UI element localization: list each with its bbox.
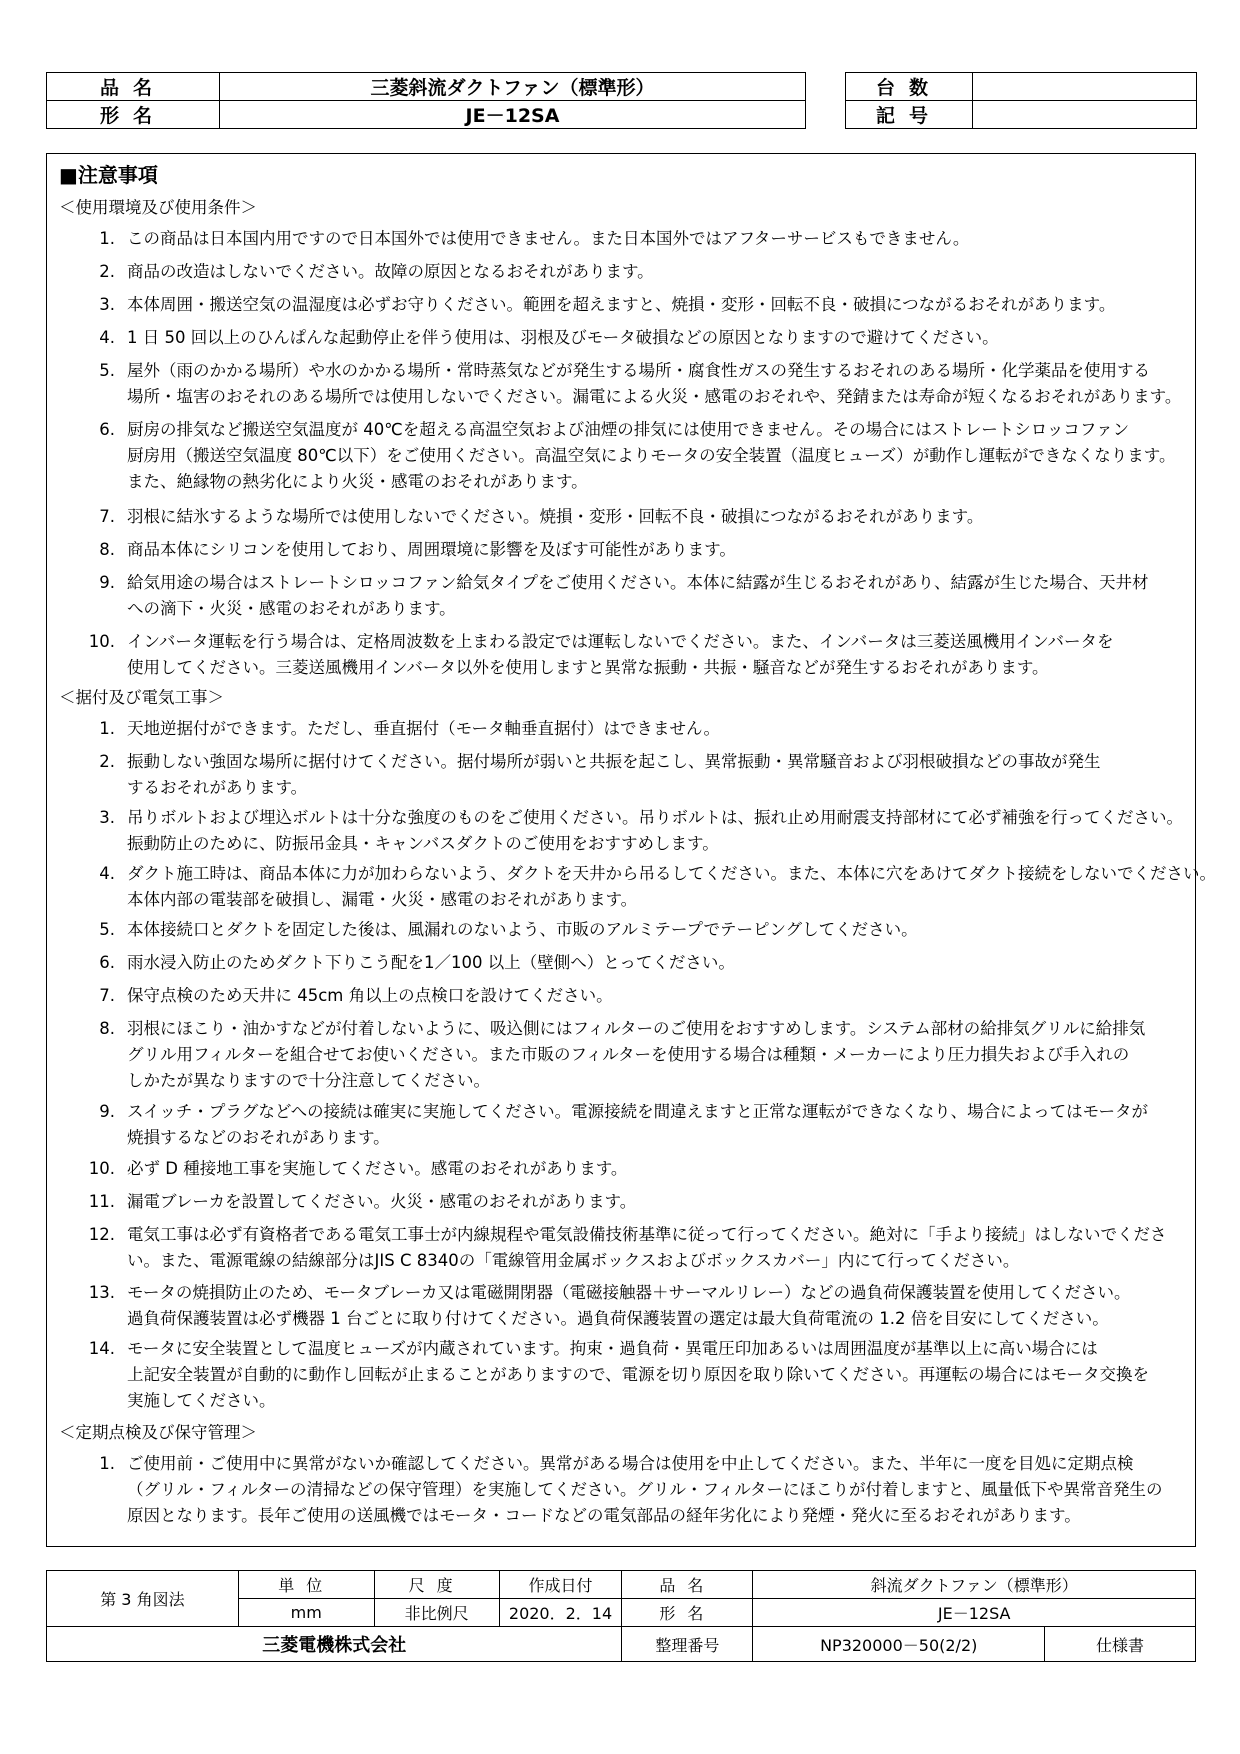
scale-label: 尺度 bbox=[374, 1571, 499, 1599]
footer-model-value: JE－12SA bbox=[753, 1599, 1196, 1627]
item-text: 必ず D 種接地工事を実施してください。感電のおそれがあります。 bbox=[127, 1159, 628, 1178]
item-number: 12. bbox=[88, 1225, 115, 1244]
item-text: 羽根にほこり・油かすなどが付着しないように、吸込側にはフィルターのご使用をおすすめします。システム部材の給排気グリルに給排気 グリル用フィルターを組合せてお使いください。また市販のフィルターを使用する場合は種類・メーカーにより圧力損失および手入れの しかたが異なりますので十分注意してください。 bbox=[127, 1019, 1146, 1090]
item-number: 1. bbox=[99, 1454, 115, 1473]
item-number: 10. bbox=[88, 1159, 115, 1178]
company-name: 三菱電機株式会社 bbox=[47, 1627, 622, 1662]
item-text: スイッチ・プラグなどへの接続は確実に実施してください。電源接続を間違えますと正常な運転ができなくなり、場合によってはモータが 焼損するなどのおそれがあります。 bbox=[127, 1102, 1149, 1147]
item-text: 電気工事は必ず有資格者である電気工事士が内線規程や電気設備技術基準に従って行ってください。絶対に「手より接続」はしないでくださ い。また、電源電線の結線部分はJIS C 8340の「電線管用金属ボックスおよびボックスカバー」内にて行ってください。 bbox=[127, 1225, 1167, 1270]
header-product-table bbox=[46, 72, 806, 129]
title-block-table bbox=[46, 1570, 1196, 1662]
item-text: この商品は日本国内用ですので日本国外では使用できません。また日本国外ではアフターサービスもできません。 bbox=[127, 229, 970, 248]
item-number: 10. bbox=[88, 632, 115, 651]
item-number: 4. bbox=[99, 864, 115, 883]
item-number: 3. bbox=[99, 808, 115, 827]
section-heading-usage: ＜使用環境及び使用条件＞ bbox=[59, 198, 257, 217]
item-number: 7. bbox=[99, 507, 115, 526]
item-text: 給気用途の場合はストレートシロッコファン給気タイプをご使用ください。本体に結露が生じるおそれがあり、結露が生じた場合、天井材 への滴下・火災・感電のおそれがあります。 bbox=[127, 573, 1149, 618]
item-text: 本体周囲・搬送空気の温湿度は必ずお守りください。範囲を超えますと、焼損・変形・回転不良・破損につながるおそれがあります。 bbox=[127, 295, 1116, 314]
product-name-value: 三菱斜流ダクトファン（標準形） bbox=[220, 73, 806, 101]
item-text: 商品の改造はしないでください。故障の原因となるおそれがあります。 bbox=[127, 262, 654, 281]
scale-value: 非比例尺 bbox=[374, 1599, 499, 1627]
item-number: 5. bbox=[99, 920, 115, 939]
item-number: 5. bbox=[99, 361, 115, 380]
item-number: 1. bbox=[99, 719, 115, 738]
item-text: インバータ運転を行う場合は、定格周波数を上まわる設定では運転しないでください。また、インバータは三菱送風機用インバータを 使用してください。三菱送風機用インバータ以外を使用しますと異常な振動・共振・騒音などが発生するおそれがあります。 bbox=[127, 632, 1114, 677]
item-text: 雨水浸入防止のためダクト下りこう配を1／100 以上（壁側へ）とってください。 bbox=[127, 953, 735, 972]
projection-method: 第 3 角図法 bbox=[47, 1571, 239, 1627]
unit-label: 単位 bbox=[238, 1571, 374, 1599]
reference-number: NP320000－50(2/2) bbox=[753, 1627, 1045, 1662]
item-text: 1 日 50 回以上のひんぱんな起動停止を伴う使用は、羽根及びモータ破損などの原因となりますので避けてください。 bbox=[127, 328, 999, 347]
reference-label: 整理番号 bbox=[622, 1627, 753, 1662]
item-text: 羽根に結氷するような場所では使用しないでください。焼損・変形・回転不良・破損につながるおそれがあります。 bbox=[127, 507, 984, 526]
item-number: 8. bbox=[99, 540, 115, 559]
item-text: 商品本体にシリコンを使用しており、周囲環境に影響を及ぼす可能性があります。 bbox=[127, 540, 736, 559]
item-number: 7. bbox=[99, 986, 115, 1005]
item-text: モータの焼損防止のため、モータブレーカ又は電磁開閉器（電磁接触器＋サーマルリレー）などの過負荷保護装置を使用してください。 過負荷保護装置は必ず機器 1 台ごとに取り付けてください。過負荷保護装置の選定は最大負荷電流の 1.2 倍を目安にしてください。 bbox=[127, 1283, 1131, 1328]
item-text: 本体接続口とダクトを固定した後は、風漏れのないよう、市販のアルミテープでテーピングしてください。 bbox=[127, 920, 918, 939]
item-text: 屋外（雨のかかる場所）や水のかかる場所・常時蒸気などが発生する場所・腐食性ガスの発生するおそれのある場所・化学薬品を使用する 場所・塩害のおそれのある場所では使用しないでください。漏電による火災・感電のおそれや、発錆または寿命が短くなるおそれがあります。 bbox=[127, 361, 1182, 406]
item-number: 2. bbox=[99, 752, 115, 771]
footer-model-label: 形名 bbox=[622, 1599, 753, 1627]
header-quantity-table bbox=[845, 72, 1197, 129]
date-label: 作成日付 bbox=[499, 1571, 622, 1599]
item-number: 11. bbox=[88, 1192, 115, 1211]
item-text: モータに安全装置として温度ヒューズが内蔵されています。拘束・過負荷・異電圧印加あるいは周囲温度が基準以上に高い場合には 上記安全装置が自動的に動作し回転が止まることがありますので、電源を切り原因を取り除いてください。再運転の場合にはモータ交換を 実施してください。 bbox=[127, 1339, 1150, 1410]
item-text: ご使用前・ご使用中に異常がないか確認してください。異常がある場合は使用を中止してください。また、半年に一度を目処に定期点検 （グリル・フィルターの清掃などの保守管理）を実施してください。グリル・フィルターにほこりが付着しますと、風量低下や異常音発生の 原因となります。長年ご使用の送風機ではモータ・コードなどの電気部品の経年劣化により発煙・発火に至るおそれがあります。 bbox=[127, 1454, 1163, 1525]
item-text: 天地逆据付ができます。ただし、垂直据付（モータ軸垂直据付）はできません。 bbox=[127, 719, 721, 738]
notes-title: ■注意事項 bbox=[59, 163, 158, 187]
quantity-label: 台数 bbox=[846, 73, 973, 101]
footer-product-value: 斜流ダクトファン（標準形） bbox=[753, 1571, 1196, 1599]
item-text: 吊りボルトおよび埋込ボルトは十分な強度のものをご使用ください。吊りボルトは、振れ止め用耐震支持部材にて必ず補強を行ってください。 振動防止のために、防振吊金具・キャンバスダクトのご使用をおすすめします。 bbox=[127, 808, 1183, 853]
item-number: 14. bbox=[88, 1339, 115, 1358]
item-text: 振動しない強固な場所に据付けてください。据付場所が弱いと共振を起こし、異常振動・異常騒音および羽根破損などの事故が発生 するおそれがあります。 bbox=[127, 752, 1101, 797]
item-number: 9. bbox=[99, 1102, 115, 1121]
item-number: 6. bbox=[99, 420, 115, 439]
item-number: 3. bbox=[99, 295, 115, 314]
item-number: 1. bbox=[99, 229, 115, 248]
quantity-value bbox=[973, 73, 1197, 101]
item-text: 厨房の排気など搬送空気温度が 40℃を超える高温空気および油煙の排気には使用できません。その場合にはストレートシロッコファン 厨房用（搬送空気温度 80℃以下）をご使用ください。高温空気によりモータの安全装置（温度ヒューズ）が動作し運転ができなくなります。 また、絶縁物の熱劣化により火災・感電のおそれがあります。 bbox=[127, 420, 1176, 491]
model-name-value: JE－12SA bbox=[220, 101, 806, 129]
product-name-label: 品名 bbox=[47, 73, 220, 101]
item-number: 2. bbox=[99, 262, 115, 281]
item-text: ダクト施工時は、商品本体に力が加わらないよう、ダクトを天井から吊るしてください。また、本体に穴をあけてダクト接続をしないでください。 本体内部の電装部を破損し、漏電・火災・感電のおそれがあります。 bbox=[127, 864, 1216, 909]
section-heading-maintenance: ＜定期点検及び保守管理＞ bbox=[59, 1423, 257, 1442]
symbol-label: 記号 bbox=[846, 101, 973, 129]
item-text: 漏電ブレーカを設置してください。火災・感電のおそれがあります。 bbox=[127, 1192, 637, 1211]
model-name-label: 形名 bbox=[47, 101, 220, 129]
item-number: 9. bbox=[99, 573, 115, 592]
section-heading-installation: ＜据付及び電気工事＞ bbox=[59, 688, 224, 707]
item-text: 保守点検のため天井に 45cm 角以上の点検口を設けてください。 bbox=[127, 986, 613, 1005]
item-number: 8. bbox=[99, 1019, 115, 1038]
unit-value: mm bbox=[238, 1599, 374, 1627]
item-number: 6. bbox=[99, 953, 115, 972]
item-number: 4. bbox=[99, 328, 115, 347]
notes-box bbox=[46, 153, 1216, 1547]
symbol-value bbox=[973, 101, 1197, 129]
item-number: 13. bbox=[88, 1283, 115, 1302]
date-value: 2020．2．14 bbox=[499, 1599, 622, 1627]
document-type: 仕様書 bbox=[1045, 1627, 1196, 1662]
footer-product-label: 品名 bbox=[622, 1571, 753, 1599]
